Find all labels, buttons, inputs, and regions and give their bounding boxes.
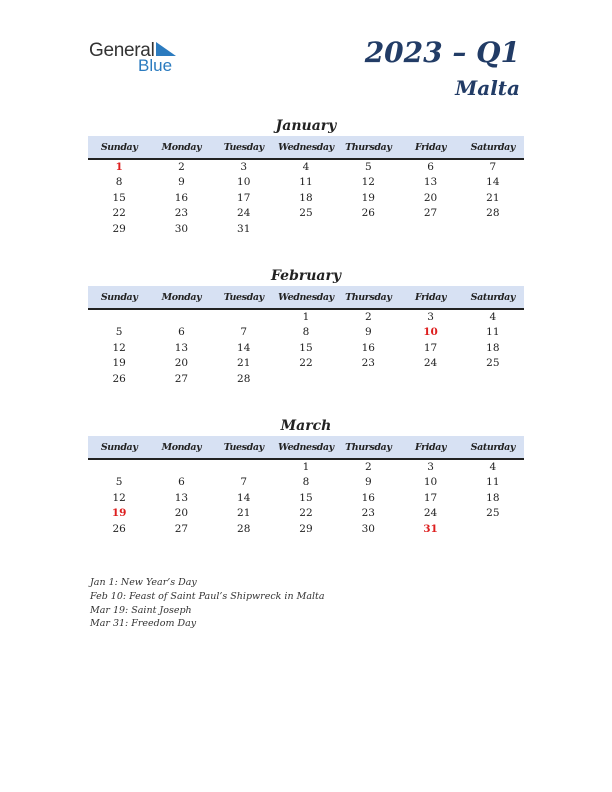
holiday-notes <box>90 576 325 631</box>
weekday-label: Tuesday <box>223 441 264 453</box>
day-cell: 11 <box>299 176 313 189</box>
weekday-label: Sunday <box>100 291 138 303</box>
weekday-label: Friday <box>414 141 447 153</box>
day-cell: 3 <box>427 461 434 473</box>
logo-word-blue: Blue <box>138 56 173 75</box>
day-cell: 18 <box>486 341 500 354</box>
holiday-note: Mar 19: Saint Joseph <box>90 604 192 616</box>
day-cell: 18 <box>299 191 313 204</box>
day-cell: 22 <box>299 507 313 520</box>
day-cell: 28 <box>237 372 251 385</box>
day-cell: 4 <box>489 311 497 323</box>
weekday-label: Saturday <box>470 141 516 153</box>
empty-cell <box>213 310 275 325</box>
day-cell: 4 <box>302 161 310 173</box>
day-cell: 21 <box>237 507 251 520</box>
empty-cell <box>88 310 150 325</box>
weekday-header <box>88 436 524 460</box>
day-cell: 24 <box>423 357 438 370</box>
day-grid <box>88 310 524 387</box>
day-cell: 19 <box>112 357 126 370</box>
day-cell: 27 <box>423 207 438 220</box>
weekday-label: Wednesday <box>278 141 334 153</box>
day-cell: 23 <box>361 507 375 520</box>
page-title: 2023 – Q1 <box>364 36 520 69</box>
day-grid <box>88 460 524 537</box>
holiday-note: Feb 10: Feast of Saint Paul’s Shipwreck in Malta <box>90 590 325 602</box>
day-cell: 25 <box>486 507 500 520</box>
day-cell: 16 <box>361 491 375 504</box>
day-cell: 18 <box>486 491 500 504</box>
day-cell: 30 <box>361 522 375 535</box>
day-cell: 8 <box>302 476 310 489</box>
month-title: February <box>270 268 341 284</box>
day-cell: 6 <box>178 326 185 339</box>
day-cell: 6 <box>178 476 185 489</box>
empty-cell <box>150 310 212 325</box>
empty-cell <box>88 460 150 475</box>
day-cell: 11 <box>486 326 500 339</box>
day-cell: 20 <box>174 507 189 520</box>
day-cell: 5 <box>115 326 123 339</box>
day-cell: 9 <box>178 176 185 189</box>
day-cell: 13 <box>174 341 189 354</box>
day-cell: 3 <box>427 311 434 323</box>
day-cell: 20 <box>174 357 189 370</box>
day-cell: 24 <box>423 507 438 520</box>
day-cell: 20 <box>423 191 438 204</box>
day-cell: 21 <box>237 357 251 370</box>
day-cell: 22 <box>112 207 126 220</box>
month-title: January <box>275 118 337 134</box>
weekday-label: Monday <box>161 141 202 153</box>
weekday-label: Friday <box>414 441 447 453</box>
weekday-label: Thursday <box>345 291 392 303</box>
day-cell: 12 <box>112 341 126 354</box>
weekday-label: Saturday <box>470 291 516 303</box>
day-cell: 28 <box>486 207 500 220</box>
day-cell: 8 <box>302 326 310 339</box>
day-cell: 14 <box>237 491 251 504</box>
weekday-label: Sunday <box>100 141 138 153</box>
weekday-label: Tuesday <box>223 291 264 303</box>
logo-flag-icon <box>156 42 176 56</box>
day-cell: 9 <box>364 326 372 339</box>
day-cell: 25 <box>486 357 500 370</box>
day-cell: 2 <box>364 461 372 473</box>
day-cell: 7 <box>240 326 248 339</box>
day-cell: 5 <box>115 476 123 489</box>
day-cell: 2 <box>364 311 372 323</box>
day-cell: 14 <box>486 176 500 189</box>
day-cell: 26 <box>361 207 375 220</box>
day-cell: 21 <box>486 191 500 204</box>
day-cell: 4 <box>489 461 497 473</box>
day-cell: 13 <box>174 491 189 504</box>
day-cell: 29 <box>299 522 313 535</box>
country-name: Malta <box>455 76 520 100</box>
day-cell: 27 <box>174 372 189 385</box>
holiday-day-cell: 1 <box>115 161 123 173</box>
holiday-day-cell: 10 <box>423 326 438 339</box>
weekday-label: Monday <box>161 291 202 303</box>
day-cell: 3 <box>240 161 248 173</box>
day-cell: 26 <box>112 522 126 535</box>
day-cell: 7 <box>240 476 248 489</box>
day-cell: 13 <box>423 176 438 189</box>
day-cell: 9 <box>364 476 372 489</box>
day-cell: 31 <box>237 222 251 235</box>
day-cell: 1 <box>302 311 310 323</box>
day-cell: 17 <box>423 491 438 504</box>
month-march <box>88 416 524 537</box>
day-cell: 7 <box>489 161 497 173</box>
day-cell: 12 <box>361 176 375 189</box>
weekday-label: Saturday <box>470 441 516 453</box>
weekday-label: Thursday <box>345 441 392 453</box>
day-cell: 23 <box>174 207 189 220</box>
day-grid <box>88 160 524 237</box>
weekday-label: Thursday <box>345 141 392 153</box>
day-cell: 23 <box>361 357 375 370</box>
day-cell: 5 <box>364 161 372 173</box>
day-cell: 16 <box>174 191 189 204</box>
weekday-header <box>88 136 524 160</box>
day-cell: 25 <box>299 207 313 220</box>
holiday-note: Mar 31: Freedom Day <box>90 618 197 630</box>
weekday-label: Monday <box>161 441 202 453</box>
weekday-header <box>88 286 524 310</box>
day-cell: 14 <box>237 341 251 354</box>
holiday-note: Jan 1: New Year’s Day <box>90 577 197 588</box>
day-cell: 28 <box>237 522 251 535</box>
holiday-day-cell: 31 <box>423 522 438 535</box>
day-cell: 6 <box>427 161 434 173</box>
day-cell: 19 <box>361 191 375 204</box>
day-cell: 16 <box>361 341 375 354</box>
day-cell: 8 <box>115 176 123 189</box>
empty-cell <box>213 460 275 475</box>
holiday-day-cell: 19 <box>111 507 127 520</box>
day-cell: 29 <box>112 222 126 235</box>
brand-logo <box>89 40 189 80</box>
weekday-label: Sunday <box>100 441 138 453</box>
day-cell: 22 <box>299 357 313 370</box>
weekday-label: Friday <box>414 291 447 303</box>
weekday-label: Wednesday <box>278 441 334 453</box>
weekday-label: Wednesday <box>278 291 334 303</box>
month-january <box>88 116 524 237</box>
day-cell: 27 <box>174 522 189 535</box>
day-cell: 1 <box>302 461 310 473</box>
day-cell: 17 <box>423 341 438 354</box>
day-cell: 15 <box>299 341 313 354</box>
day-cell: 11 <box>486 476 500 489</box>
empty-cell <box>150 460 212 475</box>
day-cell: 10 <box>237 176 251 189</box>
day-cell: 15 <box>299 491 313 504</box>
day-cell: 12 <box>112 491 126 504</box>
day-cell: 24 <box>237 207 251 220</box>
logo-word-general: General <box>89 40 155 61</box>
month-title: March <box>280 418 332 434</box>
day-cell: 15 <box>112 191 126 204</box>
day-cell: 26 <box>112 372 126 385</box>
month-february <box>88 266 524 387</box>
day-cell: 2 <box>178 161 185 173</box>
day-cell: 17 <box>237 191 251 204</box>
weekday-label: Tuesday <box>223 141 264 153</box>
day-cell: 10 <box>423 476 438 489</box>
day-cell: 30 <box>174 222 189 235</box>
